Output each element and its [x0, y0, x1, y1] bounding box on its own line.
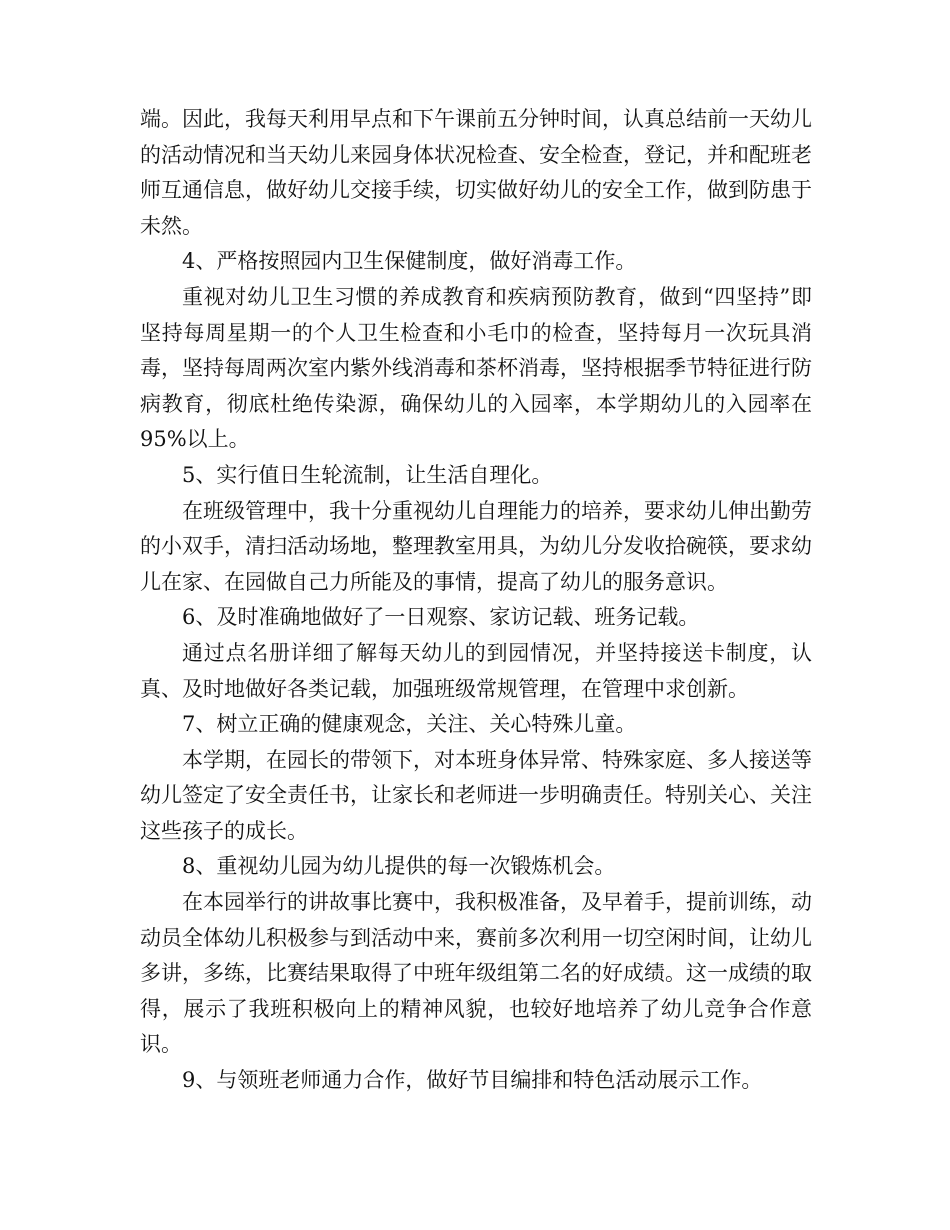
section-heading-9: 9、与领班老师通力合作，做好节目编排和特色活动展示工作。: [182, 1068, 763, 1093]
paragraph: 本学期，在园长的带领下，对本班身体异常、特殊家庭、多人接送等幼儿签定了安全责任书，让家长和老师进一步明确责任。特别关心、关注这些孩子的成长。: [140, 747, 812, 843]
section-heading-7: 7、树立正确的健康观念，关注、关心特殊儿童。: [182, 712, 637, 737]
section-heading-8: 8、重视幼儿园为幼儿提供的每一次锻炼机会。: [182, 854, 616, 879]
section-heading-6: 6、及时准确地做好了一日观察、家访记载、班务记载。: [182, 605, 700, 630]
paragraph: 通过点名册详细了解每天幼儿的到园情况，并坚持接送卡制度，认真、及时地做好各类记载，加强班级常规管理，在管理中求创新。: [140, 640, 812, 701]
document-body: [140, 102, 812, 1099]
paragraph-continued: 端。因此，我每天利用早点和下午课前五分钟时间，认真总结前一天幼儿的活动情况和当天幼儿来园身体状况检查、安全检查，登记，并和配班老师互通信息，做好幼儿交接手续，切实做好幼儿的安全工作，做到防患于未然。: [140, 107, 812, 238]
section-heading-5: 5、实行值日生轮流制，让生活自理化。: [182, 462, 553, 487]
paragraph: 在班级管理中，我十分重视幼儿自理能力的培养，要求幼儿伸出勤劳的小双手，清扫活动场地，整理教室用具，为幼儿分发收拾碗筷，要求幼儿在家、在园做自己力所能及的事情，提高了幼儿的服务意识。: [140, 498, 812, 594]
paragraph: 重视对幼儿卫生习惯的养成教育和疾病预防教育，做到“四坚持”即坚持每周星期一的个人卫生检查和小毛巾的检查，坚持每月一次玩具消毒，坚持每周两次室内紫外线消毒和茶杯消毒，坚持根据季节特征进行防病教育，彻底杜绝传染源，确保幼儿的入园率，本学期幼儿的入园率在95%以上。: [140, 284, 812, 452]
section-heading-4: 4、严格按照园内卫生保健制度，做好消毒工作。: [182, 249, 637, 274]
paragraph: 在本园举行的讲故事比赛中，我积极准备，及早着手，提前训练，动动员全体幼儿积极参与到活动中来，赛前多次利用一切空闲时间，让幼儿多讲，多练，比赛结果取得了中班年级组第二名的好成绩。这一成绩的取得，展示了我班积极向上的精神风貌，也较好地培养了幼儿竞争合作意识。: [140, 890, 812, 1057]
